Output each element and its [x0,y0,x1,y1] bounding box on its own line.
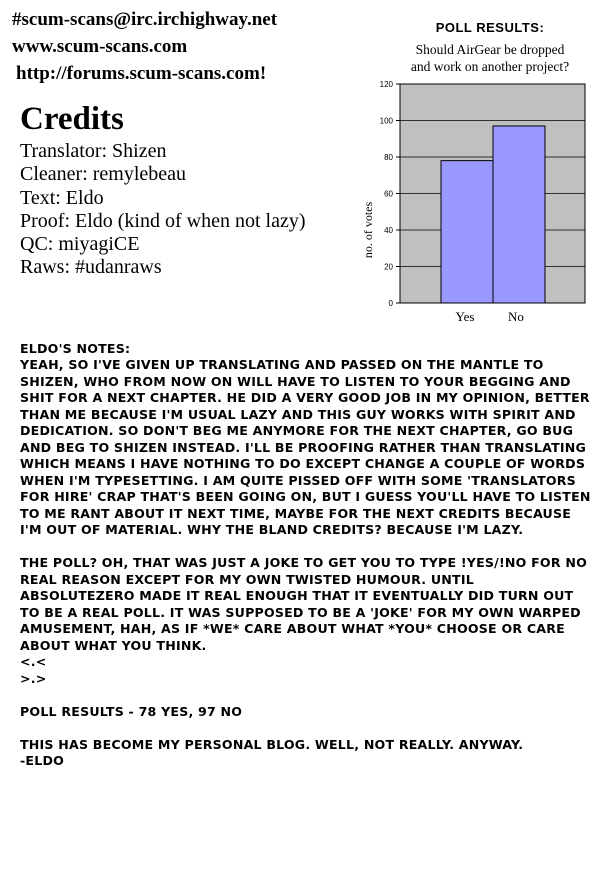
notes-emote-2: >.> [20,670,47,686]
chart-y-tick-label: 100 [379,116,393,126]
chart-y-tick-label: 0 [388,299,393,308]
chart-y-tick-label: 80 [384,153,393,162]
credits-title: Credits [20,101,124,137]
notes-section [20,324,592,770]
chart-y-tick-label: 40 [384,226,393,235]
website-url: www.scum-scans.com [12,36,188,57]
credit-cleaner: Cleaner: remylebeau [20,163,187,186]
chart-y-tick-label: 60 [384,189,393,199]
notes-closing: THIS HAS BECOME MY PERSONAL BLOG. WELL, NOT REALLY. ANYWAY. [20,736,524,752]
chart-x-ticks [456,309,524,324]
poll-bar-chart [345,78,590,338]
notes-heading-line [20,324,592,539]
chart-y-tick-label: 20 [384,262,393,272]
chart-y-axis-label: no. of votes [361,201,375,259]
chart-bar-no [493,126,545,303]
notes-emote-1: <.< [20,654,47,669]
chart-y-tick-label: 120 [379,80,393,89]
credits-section [20,100,365,280]
notes-signature: -ELDO [20,753,65,768]
chart-bar-yes [441,161,493,303]
notes-paragraph-2: THE POLL? OH, THAT WAS JUST A JOKE TO GET YOU TO TYPE !YES/!NO FOR NO REAL REASON EXCEPT FOR MY OWN TWISTED HUMOUR. UNTIL ABSOLUTEZERO MADE IT REAL ENOUGH THAT IT EVENTUALLY DID TURN OUT TO BE A REAL POLL. IT WAS SUPPOSED TO BE A 'JOKE' FOR MY OWN WARPED AMUSEMENT, HAH, AS IF *WE* CARE ABOUT WHAT *YOU* CHOOSE OR CARE ABOUT WHAT YOU THINK. [20,555,587,653]
poll-title: POLL RESULTS: [435,20,545,35]
irc-channel: #scum-scans@irc.irchighway.net [12,9,278,30]
credit-proof: Proof: Eldo (kind of when not lazy) [20,209,306,232]
notes-poll-results: POLL RESULTS - 78 YES, 97 NO [20,703,243,719]
credit-raws: Raws: #udanraws [20,256,162,279]
poll-question-line-2: and work on another project? [410,59,570,74]
chart-x-tick-label: No [508,309,524,324]
credit-qc: QC: miyagiCE [20,233,140,256]
credits-list [20,140,365,280]
header [12,6,362,87]
notes-heading: ELDO'S NOTES: [20,340,131,356]
chart-x-tick-label: Yes [455,309,475,324]
chart-y-ticks [380,80,400,308]
forum-url: http://forums.scum-scans.com! [16,63,267,84]
poll-question-line-1: Should AirGear be dropped [415,42,565,57]
credit-translator: Translator: Shizen [20,140,167,162]
poll-question [380,41,600,75]
credit-text: Text: Eldo [20,186,104,209]
notes-paragraph-1: YEAH, SO I'VE GIVEN UP TRANSLATING AND PASSED ON THE MANTLE TO SHIZEN, WHO FROM NOW ON WILL HAVE TO LISTEN TO YOUR BEGGING AND SHIT FOR A NEXT CHAPTER. HE DID A VERY GOOD JOB IN MY OPINION, BETTER THAN ME BECAUSE I'M USUAL LAZY AND THIS GUY WORKS WITH SPIRIT AND DEDICATION. SO DON'T BEG ME ANYMORE FOR THE NEXT CHAPTER, GO BUG AND BEG TO SHIZEN INSTEAD. I'LL BE PROOFING RATHER THAN TRANSLATING WHICH MEANS I HAVE NOTHING TO DO EXCEPT CHANGE A COUPLE OF WORDS WHEN I'M TYPESETTING. I AM QUITE PISSED OFF WITH SOME 'TRANSLATORS FOR HIRE' CRAP THAT'S BEEN GOING ON, BUT I GUESS YOU'LL HAVE TO LISTEN TO ME RANT ABOUT IT NEXT TIME, MAYBE FOR THE NEXT CREDITS BECAUSE I'M OUT OF MATERIAL. WHY THE BLAND CREDITS? BECAUSE I'M LAZY. [20,357,591,537]
